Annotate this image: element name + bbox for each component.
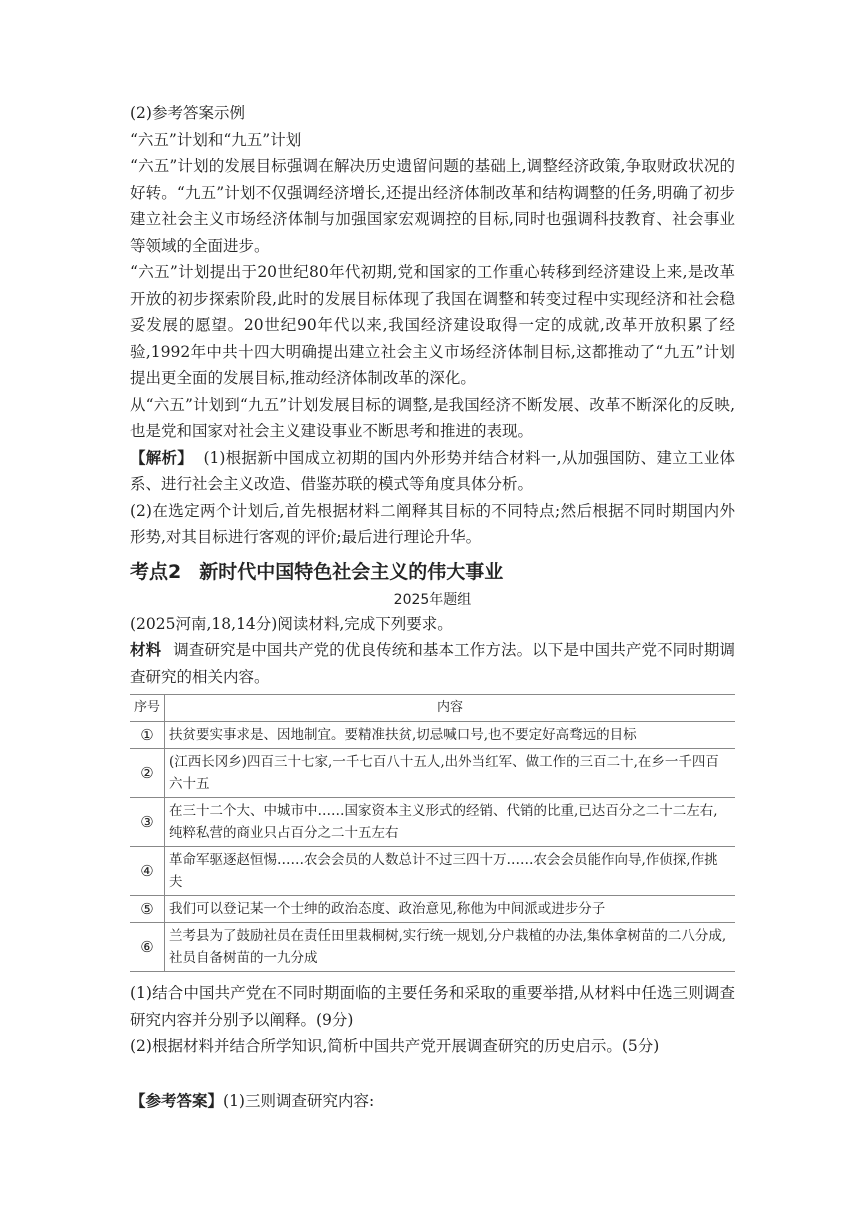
material-paragraph bbox=[130, 637, 735, 690]
reference-label: 【参考答案】 bbox=[130, 1090, 224, 1110]
row-content: (江西长冈乡)四百三十七家,一千七百八十五人,出外当红军、做工作的三百二十,在乡一千四百六十五 bbox=[165, 749, 736, 798]
analysis-part-2: (2)在选定两个计划后,首先根据材料二阐释其目标的不同特点;然后根据不同时期国内外形势,对其目标进行客观的评价;最后进行理论升华。 bbox=[130, 501, 735, 546]
survey-table bbox=[130, 694, 735, 972]
question-source: (2025河南,18,14分)阅读材料,完成下列要求。 bbox=[130, 614, 453, 633]
document-page bbox=[130, 100, 735, 1114]
table-row bbox=[130, 896, 735, 923]
table-row bbox=[130, 749, 735, 798]
plans-title: “六五”计划和“九五”计划 bbox=[130, 130, 302, 149]
answer2-paragraph-2: “六五”计划提出于20世纪80年代初期,党和国家的工作重心转移到经济建设上来,是改革开放的初步探索阶段,此时的发展目标体现了我国在调整和转变过程中实现经济和社会稳妥发展的愿望。20世纪90年代以来,我国经济建设取得一定的成就,改革开放积累了经验,1992年中共十四大明确提出建立社会主义市场经济体制目标,这都推动了“九五”计划提出更全面的发展目标,推动经济体制改革的深化。 bbox=[130, 263, 735, 387]
section-number: 考点2 bbox=[130, 560, 182, 583]
row-content: 我们可以登记某一个士绅的政治态度、政治意见,称他为中间派或进步分子 bbox=[165, 896, 736, 923]
table-header-row bbox=[130, 695, 735, 722]
reference-text: (1)三则调查研究内容: bbox=[223, 1091, 375, 1110]
table-row bbox=[130, 798, 735, 847]
section-heading bbox=[130, 557, 735, 587]
analysis-part-1-text: (1)根据新中国成立初期的国内外形势并结合材料一,从加强国防、建立工业体系、进行社会主义改造、借鉴苏联的模式等角度具体分析。 bbox=[130, 448, 735, 493]
table-row bbox=[130, 722, 735, 749]
answer2-paragraph-1: “六五”计划的发展目标强调在解决历史遗留问题的基础上,调整经济政策,争取财政状况的好转。“九五”计划不仅强调经济增长,还提出经济体制改革和结构调整的任务,明确了初步建立社会主义市场经济体制与加强国家宏观调控的目标,同时也强调科技教育、社会事业等领域的全面进步。 bbox=[130, 157, 735, 255]
row-number: ⑤ bbox=[130, 896, 165, 923]
reference-answer bbox=[130, 1088, 735, 1115]
material-label: 材料 bbox=[130, 641, 162, 659]
row-content: 扶贫要实事求是、因地制宜。要精准扶贫,切忌喊口号,也不要定好高骛远的目标 bbox=[165, 722, 736, 749]
row-number: ⑥ bbox=[130, 923, 165, 972]
row-content: 在三十二个大、中城市中……国家资本主义形式的经销、代销的比重,已达百分之二十二左右,纯粹私营的商业只占百分之二十五左右 bbox=[165, 798, 736, 847]
material-text: 调查研究是中国共产党的优良传统和基本工作方法。以下是中国共产党不同时期调查研究的相关内容。 bbox=[130, 641, 735, 686]
requirement-2: (2)根据材料并结合所学知识,简析中国共产党开展调查研究的历史启示。(5分) bbox=[130, 1037, 660, 1055]
row-number: ④ bbox=[130, 847, 165, 896]
analysis-label: 【解析】 bbox=[130, 447, 194, 467]
row-number: ③ bbox=[130, 798, 165, 847]
analysis-part-1 bbox=[130, 445, 735, 498]
requirement-1: (1)结合中国共产党在不同时期面临的主要任务和采取的重要举措,从材料中任选三则调查研究内容并分别予以阐释。(9分) bbox=[130, 984, 735, 1029]
table-row bbox=[130, 923, 735, 972]
table-row bbox=[130, 847, 735, 896]
spacer bbox=[130, 1060, 735, 1088]
row-number: ② bbox=[130, 749, 165, 798]
answer2-paragraph-3: 从“六五”计划到“九五”计划发展目标的调整,是我国经济不断发展、改革不断深化的反映,也是党和国家对社会主义建设事业不断思考和推进的表现。 bbox=[130, 395, 735, 440]
row-number: ① bbox=[130, 722, 165, 749]
header-content: 内容 bbox=[165, 695, 736, 722]
row-content: 革命军驱逐赵恒惕……农会会员的人数总计不过三四十万……农会会员能作向导,作侦探,作挑夫 bbox=[165, 847, 736, 896]
year-group: 2025年题组 bbox=[393, 591, 472, 608]
section-title: 新时代中国特色社会主义的伟大事业 bbox=[199, 560, 504, 583]
row-content: 兰考县为了鼓励社员在责任田里栽桐树,实行统一规划,分户栽植的办法,集体拿树苗的二八分成,社员自备树苗的一九分成 bbox=[165, 923, 736, 972]
header-no: 序号 bbox=[130, 695, 165, 722]
answer2-label: (2)参考答案示例 bbox=[130, 104, 245, 122]
